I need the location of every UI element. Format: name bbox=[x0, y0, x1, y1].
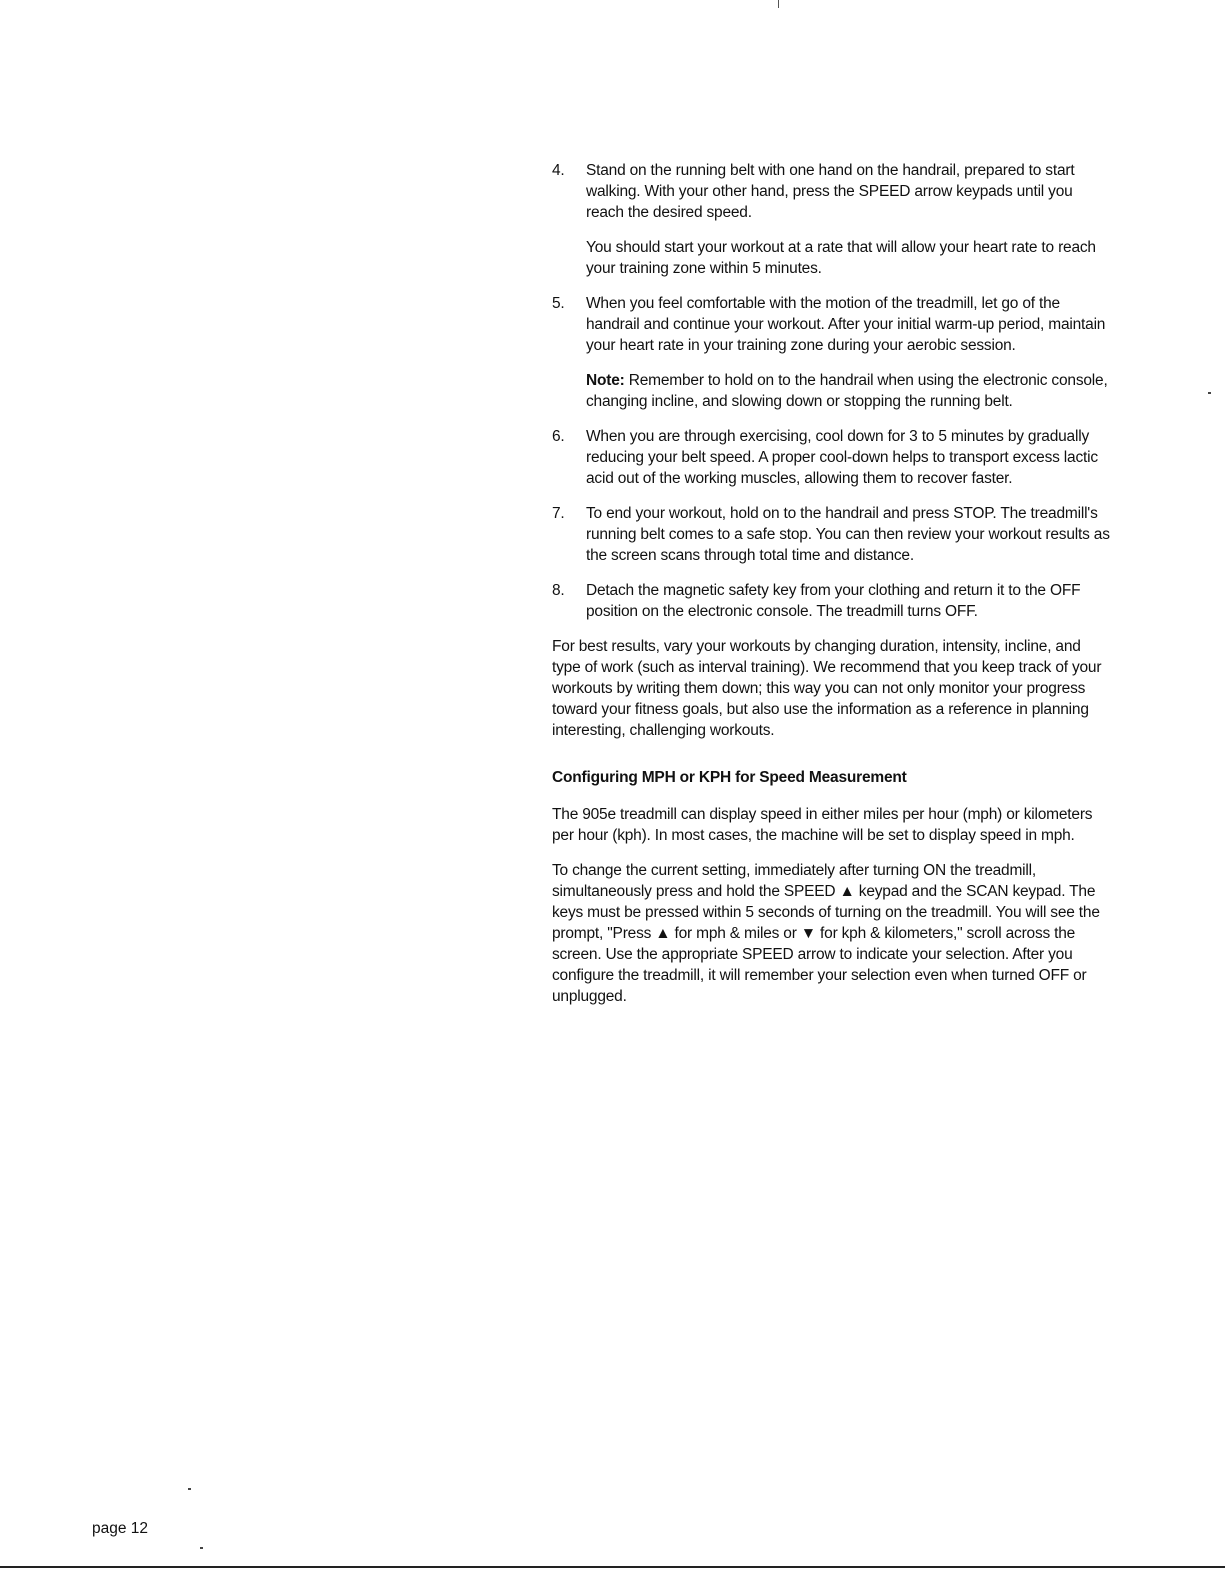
note bbox=[586, 370, 1112, 412]
scan-speck bbox=[1208, 392, 1211, 394]
step-number: 4. bbox=[552, 162, 565, 179]
best-results-paragraph: For best results, vary your workouts by changing duration, intensity, incline, and type of work (such as interval training). We recommend that you keep track of your workouts by writing them down; this way you can not only monitor your progress toward your fitness goals, but also use the information as a reference in planning interesting, challenging workouts. bbox=[552, 638, 1102, 739]
bottom-rule bbox=[0, 1566, 1225, 1568]
step-number: 8. bbox=[552, 582, 565, 599]
step-text: To end your workout, hold on to the handrail and press STOP. The treadmill's running belt comes to a safe stop. You can then review your workout results as the screen scans through total time and distance. bbox=[586, 505, 1110, 564]
step-6 bbox=[552, 426, 1112, 489]
step-text: When you are through exercising, cool down for 3 to 5 minutes by gradually reducing your belt speed. A proper cool-down helps to transport excess lactic acid out of the working muscles, allowing them to recover faster. bbox=[586, 428, 1098, 487]
section-heading: Configuring MPH or KPH for Speed Measurement bbox=[552, 769, 907, 786]
main-column bbox=[552, 160, 1112, 1021]
step-number: 7. bbox=[552, 505, 565, 522]
config-paragraph-2: To change the current setting, immediately after turning ON the treadmill, simultaneously press and hold the SPEED ▲ keypad and the SCAN keypad. The keys must be pressed within 5 seconds of turning on the treadmill. You will see the prompt, "Press ▲ for mph & miles or ▼ for kph & kilometers," scroll across the screen. Use the appropriate SPEED arrow to indicate your selection. After you configure the treadmill, it will remember your selection even when turned OFF or unplugged. bbox=[552, 862, 1100, 1005]
scan-speck bbox=[200, 1547, 203, 1549]
step-text: You should start your workout at a rate that will allow your heart rate to reach your training zone within 5 minutes. bbox=[586, 239, 1096, 277]
step-text: When you feel comfortable with the motion of the treadmill, let go of the handrail and continue your workout. After your initial warm-up period, maintain your heart rate in your training zone during your aerobic session. bbox=[586, 295, 1106, 354]
page-number: page 12 bbox=[92, 1520, 149, 1537]
step-text: Detach the magnetic safety key from your clothing and return it to the OFF position on the electronic console. The treadmill turns OFF. bbox=[586, 582, 1081, 620]
step-4 bbox=[552, 160, 1112, 279]
note-text: Remember to hold on to the handrail when using the electronic console, changing incline, and slowing down or stopping the running belt. bbox=[586, 372, 1108, 410]
step-8 bbox=[552, 580, 1112, 622]
step-5 bbox=[552, 293, 1112, 412]
scan-speck bbox=[188, 1488, 191, 1490]
note-label: Note: bbox=[586, 372, 625, 389]
scan-mark bbox=[778, 0, 779, 8]
step-number: 6. bbox=[552, 428, 565, 445]
step-number: 5. bbox=[552, 295, 565, 312]
step-7 bbox=[552, 503, 1112, 566]
step-text: Stand on the running belt with one hand on the handrail, prepared to start walking. With your other hand, press the SPEED arrow keypads until you reach the desired speed. bbox=[586, 162, 1075, 221]
config-paragraph-1: The 905e treadmill can display speed in either miles per hour (mph) or kilometers per hour (kph). In most cases, the machine will be set to display speed in mph. bbox=[552, 806, 1093, 844]
